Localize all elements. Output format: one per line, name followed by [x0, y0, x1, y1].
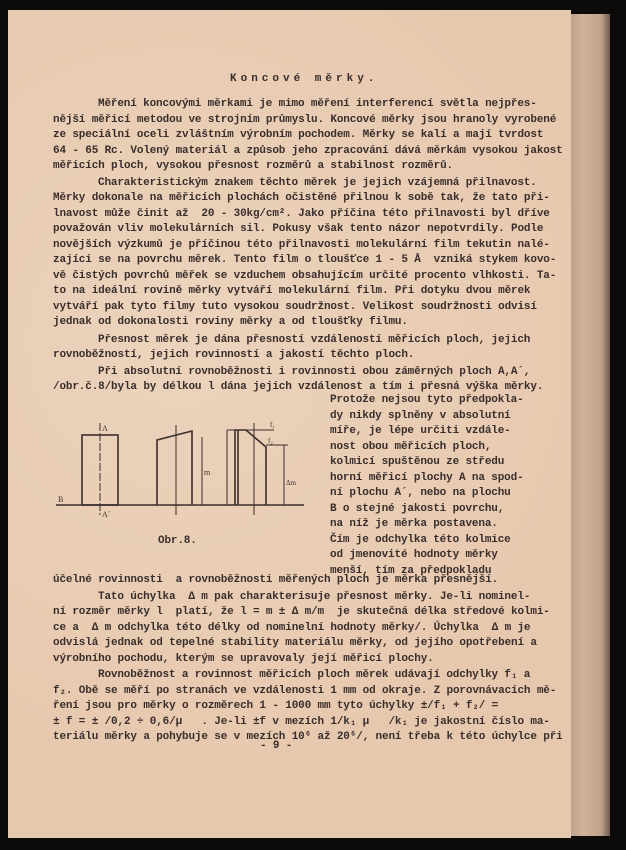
text-line: B o stejné jakosti povrchu, — [330, 502, 505, 515]
text-line: f₂. Obě se měří po stranách ve vzdálenosti 1 mm od okraje. Z porovnávacích mě- — [53, 684, 557, 697]
label-f1: f₁ — [270, 421, 275, 429]
text-line: novějších výzkumů je příčinou této přilnavosti molekulární film tekutin nalé- — [53, 238, 550, 251]
text-line: dy nikdy splněny v absolutní — [330, 409, 511, 422]
text-line: ření jsou pro měrky o rozměrech 1 - 1000 mm tyto úchylky ±/f₁ + f₂/ = — [53, 700, 499, 712]
page-number: - 9 - — [260, 740, 293, 752]
text-line: horní měřicí plochy A na spod- — [330, 471, 524, 484]
text-line: lnavost může činit až 20 - 30kg/cm². Jako příčina této přilnavosti byl dříve — [53, 207, 550, 220]
text-line: výrobního pochodu, kterým se upravovaly její měřicí plochy. — [53, 652, 434, 665]
gauge-block-tilted — [157, 431, 192, 505]
text-line: považován vliv molekulárních sil. Pokusy však tento názor nepotvrdily. Podle — [53, 223, 544, 235]
text-line: to na ideální rovině měrky vytváří molekulární film. Při dotyku dvou měrek — [53, 285, 531, 297]
text-line: vytváří pak tyto filmy tuto vysokou soudržnost. Velikost soudržnosti odvisí — [53, 300, 537, 313]
text-line: ce a Δ m odchylka této délky od nominelní hodnoty měrky/. Úchylka Δ m je — [53, 621, 531, 634]
text-line: Charakteristickým znakem těchto měrek je jejich vzájemná přilnavost. — [98, 176, 537, 189]
document-page — [8, 10, 571, 838]
text-line: od jmenovité hodnoty měrky — [330, 549, 498, 561]
figure-gauge-blocks — [52, 415, 312, 519]
text-line: účelné rovinnosti a rovnoběžnosti měřených ploch je měrka přesnější. — [53, 574, 499, 586]
text-line: Tato úchylka Δ m pak charakterisuje přesnost měrky. Je-li nominel- — [98, 590, 531, 603]
text-line: rovnoběžností, jejich rovinností a jakostí těchto ploch. — [53, 349, 415, 361]
text-line: ní plochu A´, nebo na plochu — [330, 487, 511, 499]
text-line: odvislá jednak od tepelné stability materiálu měrky, od jejího opotřebení a — [53, 637, 537, 649]
text-line: Protože nejsou tyto předpokla- — [330, 394, 524, 406]
label-f2: f₂ — [268, 437, 273, 445]
text-line: ze speciální oceli zvláštním výrobním pochodem. Měrky se kalí a mají tvrdost — [53, 129, 544, 141]
text-line: na níž je měrka postavena. — [330, 518, 498, 530]
label-dm: Δm — [286, 479, 296, 487]
gauge-block-deviation — [235, 430, 266, 505]
text-line: teriálu měrky a pohybuje se v mezích 10⁶ až 20⁶/, není třeba k této úchylce při — [53, 731, 563, 743]
text-line: Měrky dokonale na měřicích plochách očistěné přilnou k sobě tak, že tato při- — [53, 192, 550, 204]
text-line: nější měřicí metodou ve strojním průmyslu. Koncové měrky jsou hranoly vyrobené — [53, 113, 557, 126]
text-line: Rovnoběžnost a rovinnost měřicích ploch měrek udávají odchylky f₁ a — [98, 669, 531, 681]
text-line: jednak od dokonalosti roviny měrky a od tloušťky filmu. — [53, 316, 408, 328]
text-line: měřicích ploch, vysokou přesnost rozměrů a stabilnost rozměrů. — [53, 160, 453, 172]
text-line: nost obou měřicích ploch, — [330, 440, 492, 453]
text-line: vě čistých povrchů měřek se vzduchem obsahujícím určité procento vlhkosti. Ta- — [53, 269, 557, 282]
book-page-edge — [566, 14, 610, 836]
text-line: Měření koncovými měrkami je mimo měření interferencí světla nejpřes- — [98, 98, 537, 110]
figure-caption: Obr.8. — [158, 535, 197, 547]
text-line: zající se na povrchu měrek. Tento film o tloušťce 1 - 5 Å vzniká stykem kovo- — [53, 254, 557, 266]
label-a: A — [102, 424, 108, 433]
text-line: menší, tím za předpokladu — [330, 564, 492, 577]
text-line: /obr.č.8/byla by délkou l dána jejich vzdálenost a tím i přesná výška měrky. — [53, 381, 544, 393]
label-a-prime: A´ — [102, 510, 111, 519]
text-line: Při absolutní rovnoběžnosti i rovinnosti obou záměrných ploch A,A´, — [98, 365, 531, 378]
text-line: míře, je lépe určiti vzdále- — [330, 425, 511, 437]
text-line: 64 - 65 Rc. Volený materiál a způsob jeho zpracování dává měrkám vysokou jakost — [53, 144, 563, 157]
text-line: ± f = ± /0,2 ÷ 0,6/μ . Je-li ±f v mezích 1/k₁ μ /k₁ je jakostní číslo ma- — [53, 715, 550, 728]
text-line: kolmicí spuštěnou ze středu — [330, 456, 505, 468]
text-line: Čím je odchylka této kolmice — [330, 533, 511, 546]
page-title: Koncové měrky. — [230, 73, 379, 85]
label-b: B — [58, 495, 64, 504]
label-m: m — [204, 468, 211, 477]
text-line: Přesnost měrek je dána přesností vzdáleností měřicích ploch, jejich — [98, 333, 531, 346]
text-line: ní rozměr měrky l platí, že l = m ± Δ m/m je skutečná délka středové kolmi- — [53, 606, 550, 618]
